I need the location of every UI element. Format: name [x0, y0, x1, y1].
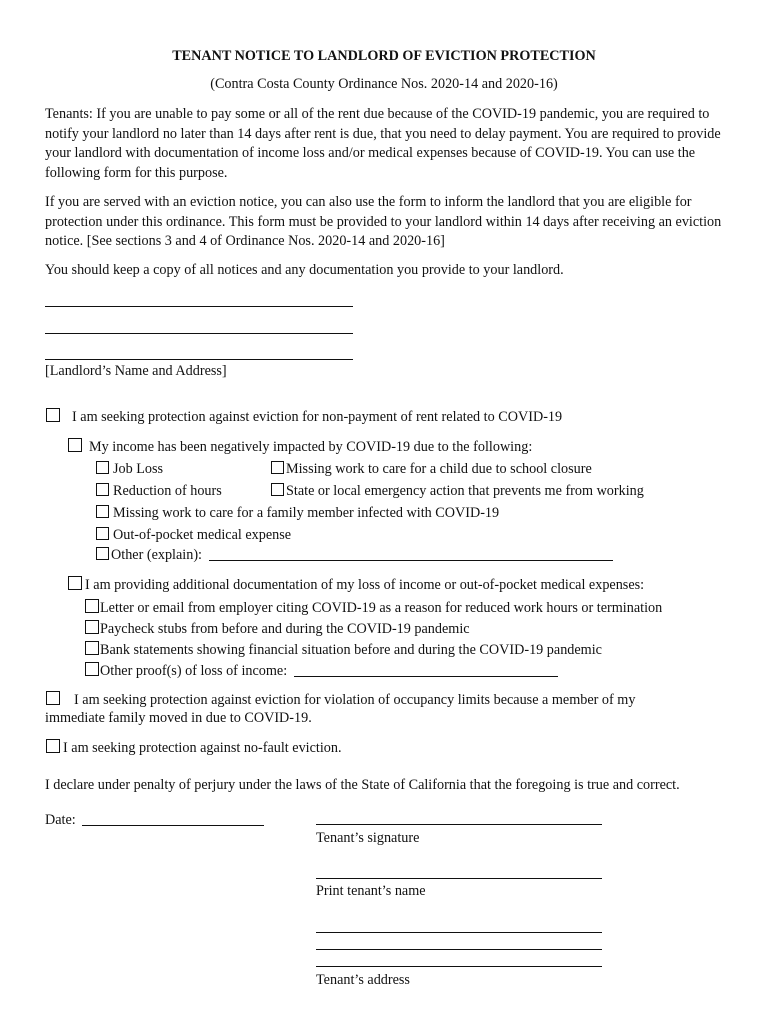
landlord-label: [Landlord’s Name and Address]: [45, 363, 227, 379]
nonpayment-label: I am seeking protection against eviction for non-payment of rent related to COVID-19: [72, 409, 563, 425]
reason-family-member: [96, 505, 499, 522]
date-label: Date:: [45, 812, 76, 828]
print-name-label: Print tenant’s name: [316, 883, 426, 899]
medical-checkbox[interactable]: [96, 527, 109, 540]
reduction-checkbox[interactable]: [96, 483, 109, 496]
declaration: I declare under penalty of perjury under the laws of the State of California that the foregoing is true and correct.: [45, 777, 680, 793]
reason-child-care: [271, 461, 592, 478]
nofault-option: [46, 739, 342, 757]
print-name-line[interactable]: [316, 878, 602, 879]
nofault-label: I am seeking protection against no-fault eviction.: [63, 740, 342, 756]
signature-label: Tenant’s signature: [316, 830, 420, 846]
bank-checkbox[interactable]: [85, 641, 99, 655]
address-line-3[interactable]: [316, 966, 602, 967]
medical-label: Out-of-pocket medical expense: [113, 527, 292, 543]
doc-other: [85, 662, 558, 680]
doc-letter: [85, 599, 662, 617]
signature-line[interactable]: [316, 824, 602, 825]
child-care-checkbox[interactable]: [271, 461, 284, 474]
keep-copy-paragraph: You should keep a copy of all notices and any documentation you provide to your landlord.: [45, 262, 564, 278]
landlord-line-1[interactable]: [45, 306, 353, 307]
address-label: Tenant’s address: [316, 972, 410, 988]
child-care-label: Missing work to care for a child due to school closure: [286, 461, 592, 477]
family-member-checkbox[interactable]: [96, 505, 109, 518]
other-proof-checkbox[interactable]: [85, 662, 99, 676]
letter-checkbox[interactable]: [85, 599, 99, 613]
other-reason-field[interactable]: [209, 548, 613, 561]
family-member-label: Missing work to care for a family member infected with COVID-19: [113, 505, 500, 521]
date-field[interactable]: [82, 813, 264, 826]
emergency-checkbox[interactable]: [271, 483, 284, 496]
income-impacted-label: My income has been negatively impacted by COVID-19 due to the following:: [89, 439, 533, 455]
income-impacted-option: [68, 438, 532, 456]
nonpayment-checkbox[interactable]: [46, 408, 60, 422]
reason-reduction: [96, 483, 222, 500]
doc-bank: [85, 641, 602, 659]
doc-paycheck: [85, 620, 470, 638]
page-subtitle: (Contra Costa County Ordinance Nos. 2020-14 and 2020-16): [210, 76, 558, 92]
address-line-1[interactable]: [316, 932, 602, 933]
documentation-label: I am providing additional documentation of my loss of income or out-of-pocket medical expenses:: [85, 577, 645, 593]
landlord-line-2[interactable]: [45, 333, 353, 334]
reason-job-loss: [96, 461, 163, 478]
occupancy-option: [46, 691, 635, 709]
documentation-option: [68, 576, 644, 594]
paycheck-label: Paycheck stubs from before and during the COVID-19 pandemic: [100, 621, 470, 637]
paycheck-checkbox[interactable]: [85, 620, 99, 634]
nofault-checkbox[interactable]: [46, 739, 60, 753]
emergency-label: State or local emergency action that prevents me from working: [286, 483, 644, 499]
letter-label: Letter or email from employer citing COVID-19 as a reason for reduced work hours or termination: [100, 600, 663, 616]
other-proof-field[interactable]: [294, 664, 558, 677]
address-line-2[interactable]: [316, 949, 602, 950]
reduction-label: Reduction of hours: [113, 483, 222, 499]
documentation-checkbox[interactable]: [68, 576, 82, 590]
job-loss-checkbox[interactable]: [96, 461, 109, 474]
income-impacted-checkbox[interactable]: [68, 438, 82, 452]
landlord-line-3[interactable]: [45, 359, 353, 360]
date-row: [45, 812, 264, 829]
occupancy-label-line2: immediate family moved in due to COVID-19.: [45, 710, 312, 726]
occupancy-label-line1: I am seeking protection against eviction for violation of occupancy limits because a member of my: [74, 692, 636, 708]
bank-label: Bank statements showing financial situation before and during the COVID-19 pandemic: [100, 642, 602, 658]
page-title: TENANT NOTICE TO LANDLORD OF EVICTION PROTECTION: [172, 48, 596, 64]
nonpayment-option: [46, 408, 562, 426]
job-loss-label: Job Loss: [113, 461, 164, 477]
other-reason-checkbox[interactable]: [96, 547, 109, 560]
intro-paragraph: Tenants: If you are unable to pay some or all of the rent due because of the COVID-19 pandemic, you are required to notify your landlord no later than 14 days after rent is due, that you need to delay payment. You are required to provide your landlord with documentation of income loss and/or medical expenses because of COVID-19. You can use the following form for this purpose.: [45, 106, 721, 181]
eviction-notice-paragraph: If you are served with an eviction notice, you can also use the form to inform the landlord that you are eligible for protection under this ordinance. This form must be provided to your landlord within 14 days after receiving an eviction notice. [See sections 3 and 4 of Ordinance Nos. 2020-14 and 2020-16]: [45, 194, 722, 249]
other-reason-label: Other (explain):: [111, 547, 202, 563]
reason-medical: [96, 527, 291, 544]
occupancy-checkbox[interactable]: [46, 691, 60, 705]
reason-emergency: [271, 483, 644, 500]
other-proof-label: Other proof(s) of loss of income:: [100, 663, 288, 679]
reason-other: [96, 547, 613, 564]
